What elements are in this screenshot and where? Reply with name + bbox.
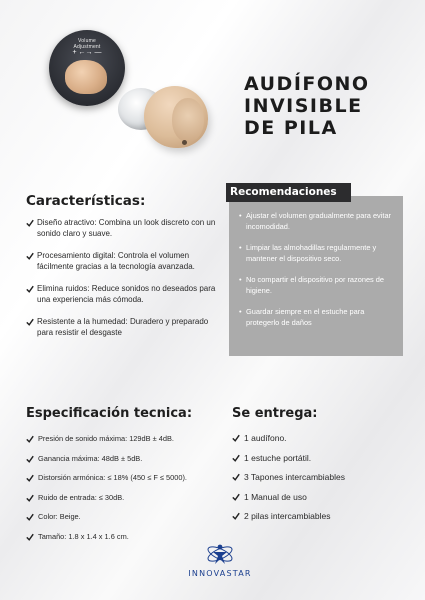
check-icon	[26, 318, 34, 326]
title-line: DE PILA	[244, 117, 338, 139]
spec-item	[26, 473, 226, 483]
check-icon	[232, 454, 240, 462]
features-heading: Características:	[26, 193, 146, 209]
brand-name: INNOVASTAR	[188, 569, 252, 578]
feature-item	[26, 317, 222, 338]
volume-adjustment-label: Volume Adjustment	[73, 38, 101, 50]
delivery-heading: Se entrega:	[232, 406, 318, 421]
title-line: INVISIBLE	[244, 95, 363, 117]
feature-item	[26, 251, 222, 272]
recommendations-box	[229, 196, 403, 356]
recommendations-heading: Recomendaciones	[226, 183, 351, 202]
features-section	[26, 193, 222, 350]
specs-section	[26, 406, 226, 551]
features-list	[26, 218, 222, 338]
feature-text: Diseño atractivo: Combina un look discreto con un sonido claro y suave.	[37, 218, 216, 238]
check-icon	[232, 493, 240, 501]
feature-item	[26, 218, 222, 239]
feature-text: Procesamiento digital: Controla el volumen fácilmente gracias a la tecnología avanzada.	[37, 251, 195, 271]
spec-text: Ganancia máxima: 48dB ± 5dB.	[38, 453, 143, 463]
recommendations-list	[239, 211, 395, 328]
spec-text: Color: Beige.	[38, 512, 81, 521]
check-icon	[26, 533, 34, 541]
check-icon	[26, 285, 34, 293]
spec-item	[26, 512, 226, 522]
check-icon	[26, 494, 34, 502]
volume-adjustment-inset	[49, 30, 125, 106]
delivery-item	[232, 433, 412, 443]
specs-heading: Especificación tecnica:	[26, 406, 193, 421]
hearing-aid-faceplate	[172, 98, 204, 142]
spec-item	[26, 493, 226, 503]
spec-text: Distorsión armónica: ≤ 18% (450 ≤ F ≤ 5000).	[38, 473, 187, 482]
spec-item	[26, 532, 226, 542]
volume-controls-glyph: + ←→ —	[72, 49, 102, 56]
check-icon	[232, 512, 240, 520]
hearing-aid-button	[182, 140, 187, 145]
spec-item	[26, 454, 226, 464]
specs-list	[26, 434, 226, 542]
spec-text: Presión de sonido máxima: 129dB ± 4dB.	[38, 434, 174, 443]
check-icon	[232, 434, 240, 442]
brand-logo	[180, 541, 260, 578]
product-title	[244, 73, 419, 139]
recommendation-item: • Guardar siempre en el estuche para protegerlo de daños	[239, 307, 395, 328]
spec-item	[26, 434, 226, 444]
star-person-icon	[205, 541, 235, 567]
recommendation-item: • Ajustar el volumen gradualmente para evitar incomodidad.	[239, 211, 395, 232]
spec-text: Ruido de entrada: ≤ 30dB.	[38, 492, 125, 502]
check-icon	[26, 435, 34, 443]
recommendation-item: • Limpiar las almohadillas regularmente y mantener el dispositivo seco.	[239, 243, 395, 264]
delivery-item	[232, 511, 412, 521]
title-line: AUDÍFONO	[244, 73, 370, 95]
hearing-aid-inset-image	[65, 60, 107, 94]
feature-text: Resistente a la humedad: Duradero y preparado para resistir el desgaste	[37, 317, 209, 337]
check-icon	[26, 455, 34, 463]
delivery-item	[232, 472, 412, 482]
spec-text: Tamaño: 1.8 x 1.4 x 1.6 cm.	[38, 531, 129, 541]
delivery-text: 1 audífono.	[244, 433, 287, 443]
delivery-text: 2 pilas intercambiables	[244, 511, 331, 521]
feature-item	[26, 284, 222, 305]
delivery-item	[232, 492, 412, 502]
feature-text: Elimina ruidos: Reduce sonidos no deseados para una experiencia más cómoda.	[37, 284, 216, 304]
delivery-item	[232, 453, 412, 463]
check-icon	[26, 252, 34, 260]
delivery-text: 3 Tapones intercambiables	[244, 472, 345, 482]
check-icon	[26, 219, 34, 227]
delivery-text: 1 Manual de uso	[244, 491, 307, 502]
check-icon	[26, 474, 34, 482]
check-icon	[26, 513, 34, 521]
delivery-section	[232, 406, 412, 531]
delivery-text: 1 estuche portátil.	[244, 452, 312, 463]
check-icon	[232, 473, 240, 481]
delivery-list	[232, 433, 412, 521]
recommendation-item: • No compartir el dispositivo por razones de higiene.	[239, 275, 395, 296]
